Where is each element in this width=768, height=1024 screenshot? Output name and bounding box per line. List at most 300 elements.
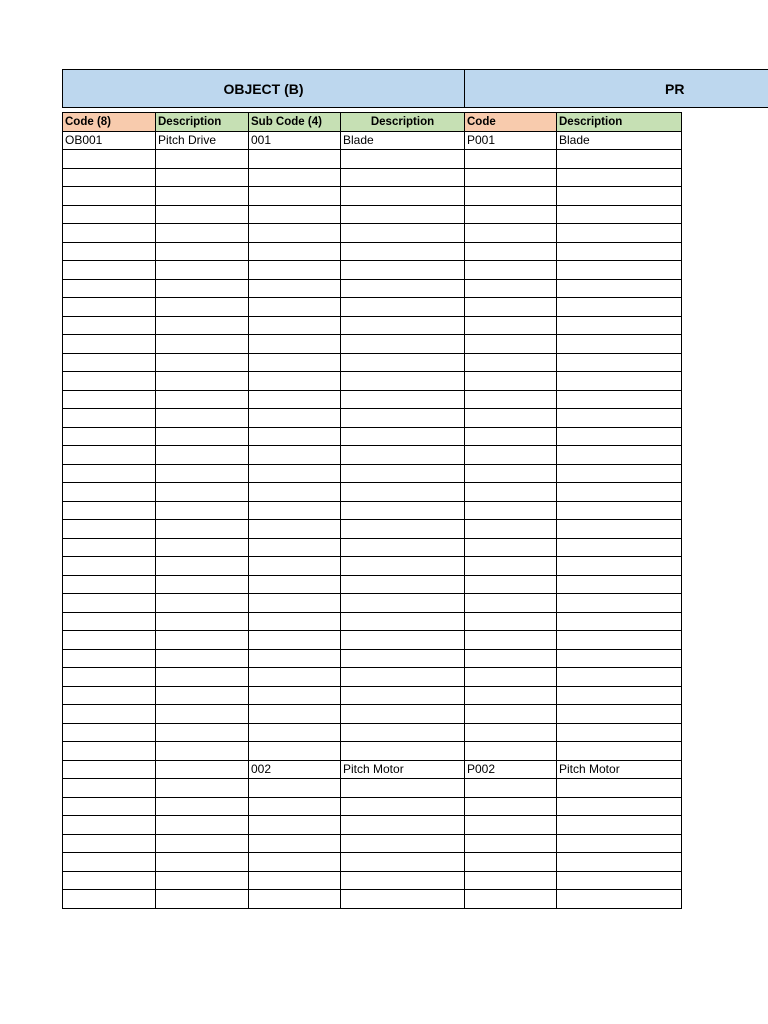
cell-code[interactable] bbox=[63, 612, 156, 631]
table-row bbox=[63, 427, 682, 446]
cell-sub-description[interactable] bbox=[341, 150, 465, 169]
cell-p-description[interactable] bbox=[557, 871, 682, 890]
cell-code[interactable] bbox=[63, 871, 156, 890]
cell-description[interactable] bbox=[156, 353, 249, 372]
cell-sub-code[interactable] bbox=[249, 464, 341, 483]
cell-sub-description[interactable] bbox=[341, 298, 465, 317]
cell-code[interactable] bbox=[63, 353, 156, 372]
cell-sub-code[interactable]: 001 bbox=[249, 131, 341, 150]
cell-sub-description[interactable] bbox=[341, 261, 465, 280]
cell-p-description[interactable] bbox=[557, 335, 682, 354]
cell-p-code[interactable] bbox=[465, 187, 557, 206]
cell-sub-code[interactable] bbox=[249, 612, 341, 631]
cell-description[interactable] bbox=[156, 631, 249, 650]
cell-sub-description[interactable] bbox=[341, 575, 465, 594]
cell-p-code[interactable] bbox=[465, 520, 557, 539]
cell-code[interactable] bbox=[63, 686, 156, 705]
cell-p-code[interactable] bbox=[465, 742, 557, 761]
cell-code[interactable] bbox=[63, 372, 156, 391]
cell-p-description[interactable] bbox=[557, 242, 682, 261]
cell-p-code[interactable] bbox=[465, 242, 557, 261]
cell-description[interactable] bbox=[156, 705, 249, 724]
cell-code[interactable] bbox=[63, 668, 156, 687]
cell-p-description[interactable] bbox=[557, 224, 682, 243]
cell-sub-description[interactable] bbox=[341, 483, 465, 502]
cell-sub-description[interactable] bbox=[341, 520, 465, 539]
cell-p-code[interactable] bbox=[465, 205, 557, 224]
cell-sub-description[interactable] bbox=[341, 390, 465, 409]
object-band-title: OBJECT (B) bbox=[223, 80, 304, 97]
table-row bbox=[63, 668, 682, 687]
cell-code[interactable] bbox=[63, 834, 156, 853]
cell-description[interactable] bbox=[156, 335, 249, 354]
cell-sub-description[interactable] bbox=[341, 834, 465, 853]
col-header-sub-description[interactable]: Description bbox=[341, 113, 465, 132]
table-row bbox=[63, 168, 682, 187]
cell-sub-description[interactable] bbox=[341, 631, 465, 650]
cell-sub-code[interactable] bbox=[249, 797, 341, 816]
cell-p-code[interactable] bbox=[465, 779, 557, 798]
cell-sub-description[interactable] bbox=[341, 168, 465, 187]
cell-description[interactable] bbox=[156, 594, 249, 613]
cell-description[interactable] bbox=[156, 150, 249, 169]
cell-sub-description[interactable] bbox=[341, 705, 465, 724]
cell-description[interactable] bbox=[156, 427, 249, 446]
cell-p-description[interactable] bbox=[557, 834, 682, 853]
cell-code[interactable] bbox=[63, 816, 156, 835]
cell-description[interactable] bbox=[156, 575, 249, 594]
cell-p-code[interactable] bbox=[465, 316, 557, 335]
object-band-header[interactable] bbox=[62, 69, 465, 108]
col-header-code[interactable]: Code (8) bbox=[63, 113, 156, 132]
cell-p-description[interactable] bbox=[557, 557, 682, 576]
table-row bbox=[63, 483, 682, 502]
cell-p-code[interactable] bbox=[465, 390, 557, 409]
table-row bbox=[63, 390, 682, 409]
cell-sub-code[interactable] bbox=[249, 742, 341, 761]
cell-sub-code[interactable] bbox=[249, 316, 341, 335]
cell-sub-description[interactable] bbox=[341, 242, 465, 261]
cell-p-description[interactable] bbox=[557, 668, 682, 687]
table-row bbox=[63, 131, 682, 150]
cell-code[interactable] bbox=[63, 594, 156, 613]
cell-code[interactable] bbox=[63, 390, 156, 409]
cell-description[interactable] bbox=[156, 501, 249, 520]
cell-sub-description[interactable] bbox=[341, 890, 465, 909]
cell-code[interactable] bbox=[63, 316, 156, 335]
cell-description[interactable] bbox=[156, 261, 249, 280]
table-row bbox=[63, 779, 682, 798]
cell-code[interactable] bbox=[63, 631, 156, 650]
cell-p-code[interactable] bbox=[465, 705, 557, 724]
cell-description[interactable] bbox=[156, 205, 249, 224]
cell-description[interactable] bbox=[156, 538, 249, 557]
table-row bbox=[63, 705, 682, 724]
cell-description[interactable] bbox=[156, 298, 249, 317]
cell-description[interactable] bbox=[156, 649, 249, 668]
cell-description[interactable] bbox=[156, 168, 249, 187]
cell-code[interactable] bbox=[63, 723, 156, 742]
cell-sub-description[interactable] bbox=[341, 853, 465, 872]
cell-p-description[interactable] bbox=[557, 538, 682, 557]
table-row bbox=[63, 353, 682, 372]
cell-sub-code[interactable] bbox=[249, 779, 341, 798]
cell-description[interactable]: Pitch Drive bbox=[156, 131, 249, 150]
table-row bbox=[63, 335, 682, 354]
cell-code[interactable] bbox=[63, 187, 156, 206]
cell-code[interactable]: OB001 bbox=[63, 131, 156, 150]
cell-sub-description[interactable] bbox=[341, 409, 465, 428]
cell-sub-code[interactable] bbox=[249, 853, 341, 872]
cell-p-code[interactable] bbox=[465, 797, 557, 816]
cell-p-code[interactable] bbox=[465, 261, 557, 280]
cell-sub-description[interactable] bbox=[341, 187, 465, 206]
cell-code[interactable] bbox=[63, 261, 156, 280]
cell-sub-description[interactable] bbox=[341, 649, 465, 668]
cell-description[interactable] bbox=[156, 612, 249, 631]
cell-sub-code[interactable] bbox=[249, 372, 341, 391]
cell-description[interactable] bbox=[156, 760, 249, 779]
cell-p-code[interactable] bbox=[465, 150, 557, 169]
cell-description[interactable] bbox=[156, 409, 249, 428]
cell-sub-code[interactable] bbox=[249, 298, 341, 317]
cell-sub-code[interactable] bbox=[249, 224, 341, 243]
cell-code[interactable] bbox=[63, 557, 156, 576]
cell-sub-description[interactable]: Pitch Motor bbox=[341, 760, 465, 779]
cell-description[interactable] bbox=[156, 834, 249, 853]
cell-code[interactable] bbox=[63, 575, 156, 594]
table-row bbox=[63, 890, 682, 909]
cell-p-code[interactable] bbox=[465, 427, 557, 446]
cell-p-description[interactable] bbox=[557, 631, 682, 650]
cell-p-code[interactable] bbox=[465, 816, 557, 835]
cell-p-code[interactable] bbox=[465, 853, 557, 872]
data-table bbox=[62, 112, 682, 909]
cell-code[interactable] bbox=[63, 224, 156, 243]
cell-code[interactable] bbox=[63, 446, 156, 465]
cell-sub-description[interactable] bbox=[341, 797, 465, 816]
cell-code[interactable] bbox=[63, 501, 156, 520]
cell-sub-code[interactable] bbox=[249, 427, 341, 446]
cell-code[interactable] bbox=[63, 335, 156, 354]
cell-p-code[interactable] bbox=[465, 871, 557, 890]
table-row bbox=[63, 409, 682, 428]
cell-p-code[interactable]: P001 bbox=[465, 131, 557, 150]
cell-sub-code[interactable] bbox=[249, 279, 341, 298]
cell-code[interactable] bbox=[63, 205, 156, 224]
cell-description[interactable] bbox=[156, 520, 249, 539]
cell-code[interactable] bbox=[63, 705, 156, 724]
table-row bbox=[63, 538, 682, 557]
cell-p-description[interactable] bbox=[557, 168, 682, 187]
cell-sub-code[interactable] bbox=[249, 446, 341, 465]
cell-p-description[interactable] bbox=[557, 686, 682, 705]
cell-sub-code[interactable] bbox=[249, 353, 341, 372]
cell-sub-description[interactable] bbox=[341, 501, 465, 520]
cell-p-description[interactable] bbox=[557, 594, 682, 613]
cell-p-code[interactable] bbox=[465, 372, 557, 391]
cell-sub-code[interactable] bbox=[249, 705, 341, 724]
cell-p-description[interactable] bbox=[557, 205, 682, 224]
cell-description[interactable] bbox=[156, 390, 249, 409]
cell-p-description[interactable] bbox=[557, 150, 682, 169]
table-row bbox=[63, 205, 682, 224]
table-row bbox=[63, 187, 682, 206]
table-row bbox=[63, 612, 682, 631]
cell-code[interactable] bbox=[63, 168, 156, 187]
cell-p-description[interactable] bbox=[557, 427, 682, 446]
cell-p-code[interactable] bbox=[465, 557, 557, 576]
table-row bbox=[63, 834, 682, 853]
cell-sub-code[interactable] bbox=[249, 261, 341, 280]
cell-code[interactable] bbox=[63, 242, 156, 261]
cell-sub-code[interactable] bbox=[249, 520, 341, 539]
cell-p-code[interactable] bbox=[465, 446, 557, 465]
table-row bbox=[63, 150, 682, 169]
cell-p-code[interactable] bbox=[465, 464, 557, 483]
cell-description[interactable] bbox=[156, 816, 249, 835]
cell-sub-description[interactable] bbox=[341, 779, 465, 798]
cell-sub-description[interactable] bbox=[341, 279, 465, 298]
col-header-p-description[interactable]: Description bbox=[557, 113, 682, 132]
cell-sub-description[interactable] bbox=[341, 742, 465, 761]
cell-sub-description[interactable] bbox=[341, 316, 465, 335]
cell-sub-description[interactable] bbox=[341, 557, 465, 576]
cell-sub-code[interactable] bbox=[249, 871, 341, 890]
cell-p-description[interactable] bbox=[557, 723, 682, 742]
cell-description[interactable] bbox=[156, 242, 249, 261]
cell-description[interactable] bbox=[156, 668, 249, 687]
cell-code[interactable] bbox=[63, 853, 156, 872]
table-row bbox=[63, 686, 682, 705]
cell-sub-code[interactable] bbox=[249, 409, 341, 428]
cell-code[interactable] bbox=[63, 890, 156, 909]
cell-p-code[interactable] bbox=[465, 890, 557, 909]
cell-p-description[interactable] bbox=[557, 187, 682, 206]
cell-p-code[interactable]: P002 bbox=[465, 760, 557, 779]
cell-sub-code[interactable] bbox=[249, 557, 341, 576]
cell-code[interactable] bbox=[63, 742, 156, 761]
cell-p-description[interactable] bbox=[557, 501, 682, 520]
cell-description[interactable] bbox=[156, 279, 249, 298]
cell-sub-code[interactable] bbox=[249, 483, 341, 502]
cell-sub-code[interactable] bbox=[249, 594, 341, 613]
cell-sub-description[interactable]: Blade bbox=[341, 131, 465, 150]
cell-p-code[interactable] bbox=[465, 353, 557, 372]
cell-p-description[interactable] bbox=[557, 316, 682, 335]
cell-sub-description[interactable] bbox=[341, 686, 465, 705]
cell-code[interactable] bbox=[63, 427, 156, 446]
cell-p-description[interactable] bbox=[557, 353, 682, 372]
cell-sub-code[interactable] bbox=[249, 501, 341, 520]
cell-sub-code[interactable] bbox=[249, 686, 341, 705]
cell-p-description[interactable] bbox=[557, 779, 682, 798]
cell-code[interactable] bbox=[63, 150, 156, 169]
cell-p-description[interactable] bbox=[557, 446, 682, 465]
cell-sub-code[interactable] bbox=[249, 187, 341, 206]
cell-p-description[interactable] bbox=[557, 816, 682, 835]
table-body bbox=[63, 131, 682, 908]
cell-p-description[interactable] bbox=[557, 797, 682, 816]
table-row bbox=[63, 446, 682, 465]
cell-description[interactable] bbox=[156, 483, 249, 502]
cell-sub-description[interactable] bbox=[341, 372, 465, 391]
cell-sub-description[interactable] bbox=[341, 871, 465, 890]
cell-p-description[interactable] bbox=[557, 890, 682, 909]
cell-sub-code[interactable] bbox=[249, 205, 341, 224]
table-row bbox=[63, 853, 682, 872]
cell-p-description[interactable] bbox=[557, 390, 682, 409]
cell-sub-description[interactable] bbox=[341, 446, 465, 465]
table-row bbox=[63, 372, 682, 391]
cell-code[interactable] bbox=[63, 409, 156, 428]
cell-sub-description[interactable] bbox=[341, 816, 465, 835]
cell-sub-code[interactable] bbox=[249, 631, 341, 650]
cell-sub-code[interactable] bbox=[249, 538, 341, 557]
cell-p-code[interactable] bbox=[465, 834, 557, 853]
cell-sub-code[interactable] bbox=[249, 150, 341, 169]
cell-sub-code[interactable] bbox=[249, 575, 341, 594]
cell-description[interactable] bbox=[156, 464, 249, 483]
cell-description[interactable] bbox=[156, 686, 249, 705]
table-row bbox=[63, 464, 682, 483]
cell-description[interactable] bbox=[156, 871, 249, 890]
cell-p-code[interactable] bbox=[465, 335, 557, 354]
cell-p-code[interactable] bbox=[465, 168, 557, 187]
cell-p-code[interactable] bbox=[465, 224, 557, 243]
cell-description[interactable] bbox=[156, 557, 249, 576]
col-header-sub-code[interactable]: Sub Code (4) bbox=[249, 113, 341, 132]
cell-description[interactable] bbox=[156, 797, 249, 816]
cell-sub-code[interactable]: 002 bbox=[249, 760, 341, 779]
cell-sub-code[interactable] bbox=[249, 816, 341, 835]
cell-sub-description[interactable] bbox=[341, 427, 465, 446]
cell-sub-description[interactable] bbox=[341, 668, 465, 687]
cell-sub-code[interactable] bbox=[249, 834, 341, 853]
cell-description[interactable] bbox=[156, 372, 249, 391]
cell-sub-description[interactable] bbox=[341, 594, 465, 613]
cell-sub-code[interactable] bbox=[249, 242, 341, 261]
col-header-description[interactable]: Description bbox=[156, 113, 249, 132]
col-header-p-code[interactable]: Code bbox=[465, 113, 557, 132]
cell-sub-code[interactable] bbox=[249, 649, 341, 668]
cell-sub-description[interactable] bbox=[341, 353, 465, 372]
cell-sub-description[interactable] bbox=[341, 335, 465, 354]
cell-code[interactable] bbox=[63, 298, 156, 317]
table-row bbox=[63, 224, 682, 243]
cell-code[interactable] bbox=[63, 797, 156, 816]
cell-description[interactable] bbox=[156, 187, 249, 206]
cell-sub-code[interactable] bbox=[249, 723, 341, 742]
cell-sub-description[interactable] bbox=[341, 464, 465, 483]
table-row bbox=[63, 242, 682, 261]
column-header-row bbox=[63, 113, 682, 132]
table-row bbox=[63, 520, 682, 539]
cell-p-description[interactable] bbox=[557, 298, 682, 317]
cell-sub-description[interactable] bbox=[341, 224, 465, 243]
cell-description[interactable] bbox=[156, 742, 249, 761]
cell-p-description[interactable] bbox=[557, 464, 682, 483]
cell-p-description[interactable] bbox=[557, 575, 682, 594]
cell-p-code[interactable] bbox=[465, 668, 557, 687]
cell-p-code[interactable] bbox=[465, 612, 557, 631]
cell-description[interactable] bbox=[156, 316, 249, 335]
cell-code[interactable] bbox=[63, 538, 156, 557]
cell-p-description[interactable] bbox=[557, 742, 682, 761]
table-row bbox=[63, 575, 682, 594]
cell-code[interactable] bbox=[63, 279, 156, 298]
cell-p-code[interactable] bbox=[465, 501, 557, 520]
cell-code[interactable] bbox=[63, 649, 156, 668]
cell-p-description[interactable] bbox=[557, 372, 682, 391]
cell-description[interactable] bbox=[156, 446, 249, 465]
cell-sub-description[interactable] bbox=[341, 538, 465, 557]
cell-code[interactable] bbox=[63, 483, 156, 502]
cell-p-description[interactable] bbox=[557, 520, 682, 539]
cell-description[interactable] bbox=[156, 723, 249, 742]
table-row bbox=[63, 316, 682, 335]
cell-p-description[interactable] bbox=[557, 279, 682, 298]
cell-sub-code[interactable] bbox=[249, 168, 341, 187]
cell-sub-description[interactable] bbox=[341, 205, 465, 224]
cell-p-code[interactable] bbox=[465, 279, 557, 298]
cell-p-code[interactable] bbox=[465, 631, 557, 650]
cell-p-description[interactable]: Pitch Motor bbox=[557, 760, 682, 779]
cell-p-code[interactable] bbox=[465, 538, 557, 557]
cell-p-description[interactable] bbox=[557, 649, 682, 668]
cell-p-code[interactable] bbox=[465, 298, 557, 317]
table-row bbox=[63, 557, 682, 576]
cell-p-code[interactable] bbox=[465, 649, 557, 668]
cell-sub-description[interactable] bbox=[341, 612, 465, 631]
cell-sub-code[interactable] bbox=[249, 890, 341, 909]
cell-p-description[interactable] bbox=[557, 705, 682, 724]
table-row bbox=[63, 816, 682, 835]
cell-p-description[interactable] bbox=[557, 612, 682, 631]
cell-sub-description[interactable] bbox=[341, 723, 465, 742]
cell-p-code[interactable] bbox=[465, 723, 557, 742]
cell-sub-code[interactable] bbox=[249, 390, 341, 409]
cell-code[interactable] bbox=[63, 520, 156, 539]
table-row bbox=[63, 742, 682, 761]
cell-code[interactable] bbox=[63, 779, 156, 798]
table-row bbox=[63, 298, 682, 317]
cell-p-description[interactable]: Blade bbox=[557, 131, 682, 150]
cell-description[interactable] bbox=[156, 853, 249, 872]
cell-sub-code[interactable] bbox=[249, 668, 341, 687]
cell-p-code[interactable] bbox=[465, 686, 557, 705]
cell-p-description[interactable] bbox=[557, 261, 682, 280]
next-band-header[interactable] bbox=[464, 69, 768, 108]
table-row bbox=[63, 261, 682, 280]
cell-p-code[interactable] bbox=[465, 483, 557, 502]
cell-sub-code[interactable] bbox=[249, 335, 341, 354]
cell-p-description[interactable] bbox=[557, 483, 682, 502]
cell-description[interactable] bbox=[156, 890, 249, 909]
next-band-title: PR bbox=[665, 80, 685, 97]
table-row bbox=[63, 279, 682, 298]
cell-code[interactable] bbox=[63, 464, 156, 483]
cell-description[interactable] bbox=[156, 224, 249, 243]
cell-p-code[interactable] bbox=[465, 409, 557, 428]
cell-p-description[interactable] bbox=[557, 409, 682, 428]
cell-p-code[interactable] bbox=[465, 594, 557, 613]
cell-p-description[interactable] bbox=[557, 853, 682, 872]
cell-code[interactable] bbox=[63, 760, 156, 779]
cell-p-code[interactable] bbox=[465, 575, 557, 594]
table-row bbox=[63, 631, 682, 650]
cell-description[interactable] bbox=[156, 779, 249, 798]
